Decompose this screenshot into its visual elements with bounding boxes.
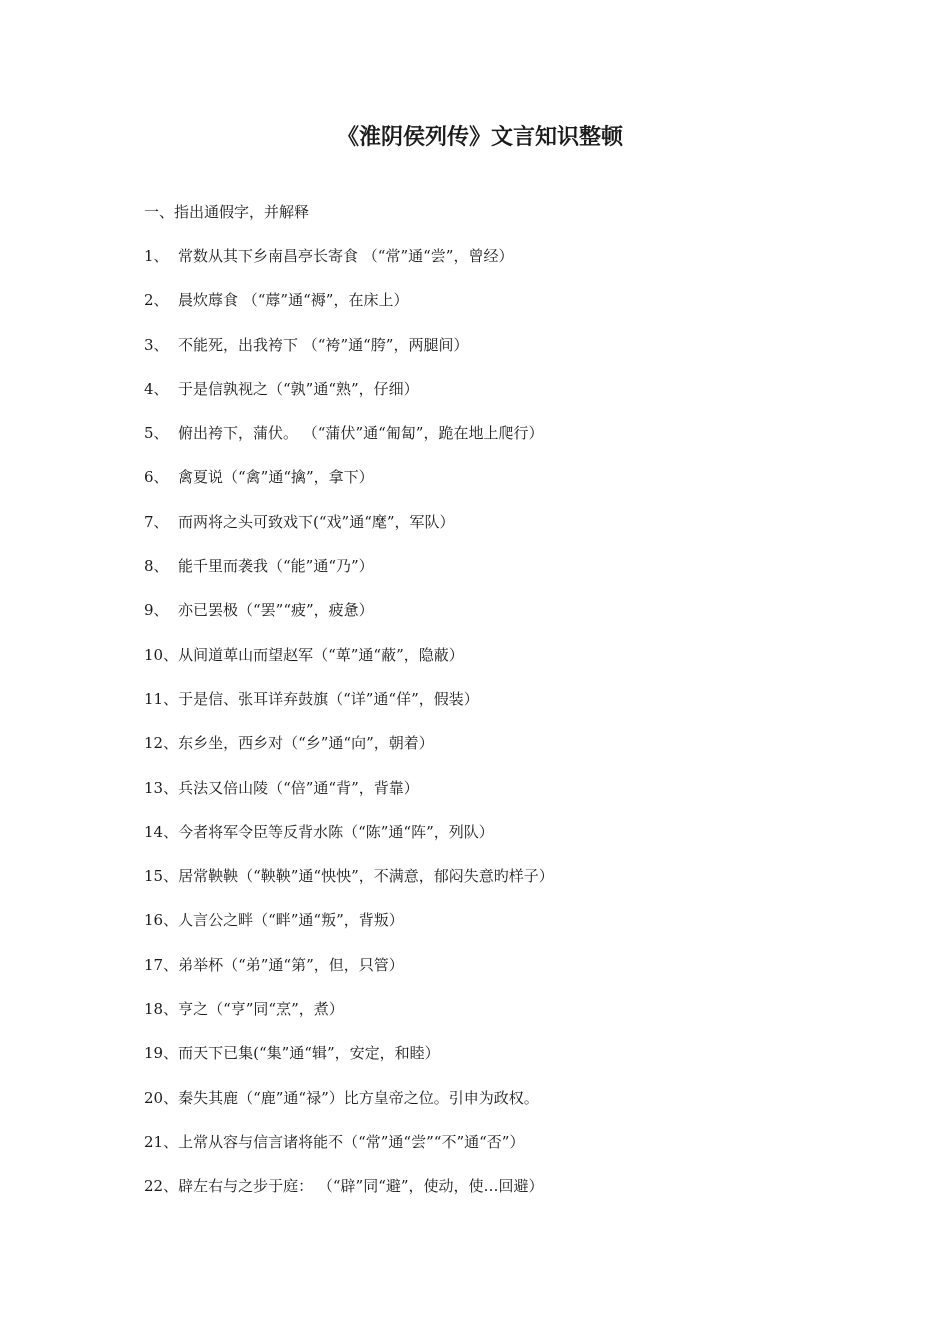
item-text: 从间道萆山而望赵军（“萆”通“蔽”，隐蔽） xyxy=(178,645,464,664)
item-number: 20、 xyxy=(144,1088,179,1107)
list-item xyxy=(144,1042,554,1086)
item-text: 常数从其下乡南昌亭长寄食 （“常”通“尝”，曾经） xyxy=(178,247,514,265)
item-text: 上常从容与信言诸将能不（“常”通“尝”“不”通“否”） xyxy=(178,1132,525,1151)
list-item xyxy=(144,954,554,998)
list-item xyxy=(144,865,554,909)
item-number: 3、 xyxy=(144,335,169,354)
item-number: 10、 xyxy=(144,645,179,664)
item-number: 2、 xyxy=(144,291,169,310)
item-number: 7、 xyxy=(144,512,169,531)
item-text: 亦已罢极（“罢”“疲”，疲惫） xyxy=(178,601,374,620)
list-item xyxy=(144,466,554,510)
item-text: 晨炊蓐食 （“蓐”通“褥”，在床上） xyxy=(178,291,409,310)
section-heading: 一、指出通假字，并解释 xyxy=(144,203,310,221)
list-item xyxy=(144,511,554,555)
list-item xyxy=(144,378,554,422)
item-text: 亨之（“亨”同“烹”，煮） xyxy=(178,1000,344,1019)
list-item xyxy=(144,245,554,289)
item-text: 秦失其鹿（“鹿”通“禄”）比方皇帝之位。引申为政权。 xyxy=(178,1088,539,1107)
item-number: 22、 xyxy=(144,1177,179,1196)
list-item xyxy=(144,289,554,333)
item-number: 5、 xyxy=(144,424,169,443)
item-text: 禽夏说（“禽”通“擒”，拿下） xyxy=(178,468,374,487)
item-text: 辟左右与之步于庭： （“辟”同“避”，使动，使…回避） xyxy=(178,1177,544,1196)
list-item xyxy=(144,1131,554,1175)
item-text: 今者将军令臣等反背水陈（“陈”通“阵”，列队） xyxy=(178,822,494,841)
item-text: 于是信、张耳详弃鼓旗（“详”通“佯”，假装） xyxy=(178,689,479,708)
item-number: 12、 xyxy=(144,734,179,753)
item-number: 9、 xyxy=(144,601,169,620)
item-text: 不能死，出我袴下 （“袴”通“胯”，两腿间） xyxy=(178,335,469,354)
list-item xyxy=(144,688,554,732)
item-number: 11、 xyxy=(144,689,179,708)
item-text: 东乡坐，西乡对（“乡”通“向”，朝着） xyxy=(178,734,434,753)
item-number: 14、 xyxy=(144,822,179,841)
item-text: 而天下已集(“集”通“辑”，安定，和睦） xyxy=(178,1044,440,1063)
list-item xyxy=(144,555,554,599)
item-text: 能千里而袭我（“能”通“乃”） xyxy=(178,557,374,576)
list-item xyxy=(144,1175,554,1219)
item-number: 15、 xyxy=(144,867,179,886)
list-item xyxy=(144,732,554,776)
item-text: 人言公之畔（“畔”通“叛”，背叛） xyxy=(178,911,404,930)
item-number: 16、 xyxy=(144,911,179,930)
list-item xyxy=(144,1087,554,1131)
item-text: 兵法又倍山陵（“倍”通“背”，背靠） xyxy=(178,778,419,797)
item-list xyxy=(144,245,554,1220)
page-title: 《淮阴侯列传》文言知识整顿 xyxy=(336,124,623,150)
list-item xyxy=(144,777,554,821)
item-number: 18、 xyxy=(144,1000,179,1019)
list-item xyxy=(144,821,554,865)
item-number: 17、 xyxy=(144,955,179,974)
list-item xyxy=(144,998,554,1042)
item-number: 4、 xyxy=(144,379,169,398)
list-item xyxy=(144,334,554,378)
item-text: 居常鞅鞅（“鞅鞅”通“怏怏”，不满意，郁闷失意旳样子） xyxy=(178,867,554,886)
list-item xyxy=(144,909,554,953)
item-number: 13、 xyxy=(144,778,179,797)
item-number: 1、 xyxy=(144,247,169,265)
item-text: 俯出袴下，蒲伏。 （“蒲伏”通“匍匐”，跪在地上爬行） xyxy=(178,424,544,443)
item-text: 于是信孰视之（“孰”通“熟”，仔细） xyxy=(178,379,419,398)
item-number: 8、 xyxy=(144,557,169,576)
item-number: 21、 xyxy=(144,1132,179,1151)
item-text: 而两将之头可致戏下(“戏”通“麾”，军队） xyxy=(178,512,455,531)
list-item xyxy=(144,422,554,466)
list-item xyxy=(144,644,554,688)
item-number: 19、 xyxy=(144,1044,179,1063)
list-item xyxy=(144,599,554,643)
item-text: 弟举杯（“弟”通“第”，但，只管） xyxy=(178,955,404,974)
item-number: 6、 xyxy=(144,468,169,487)
